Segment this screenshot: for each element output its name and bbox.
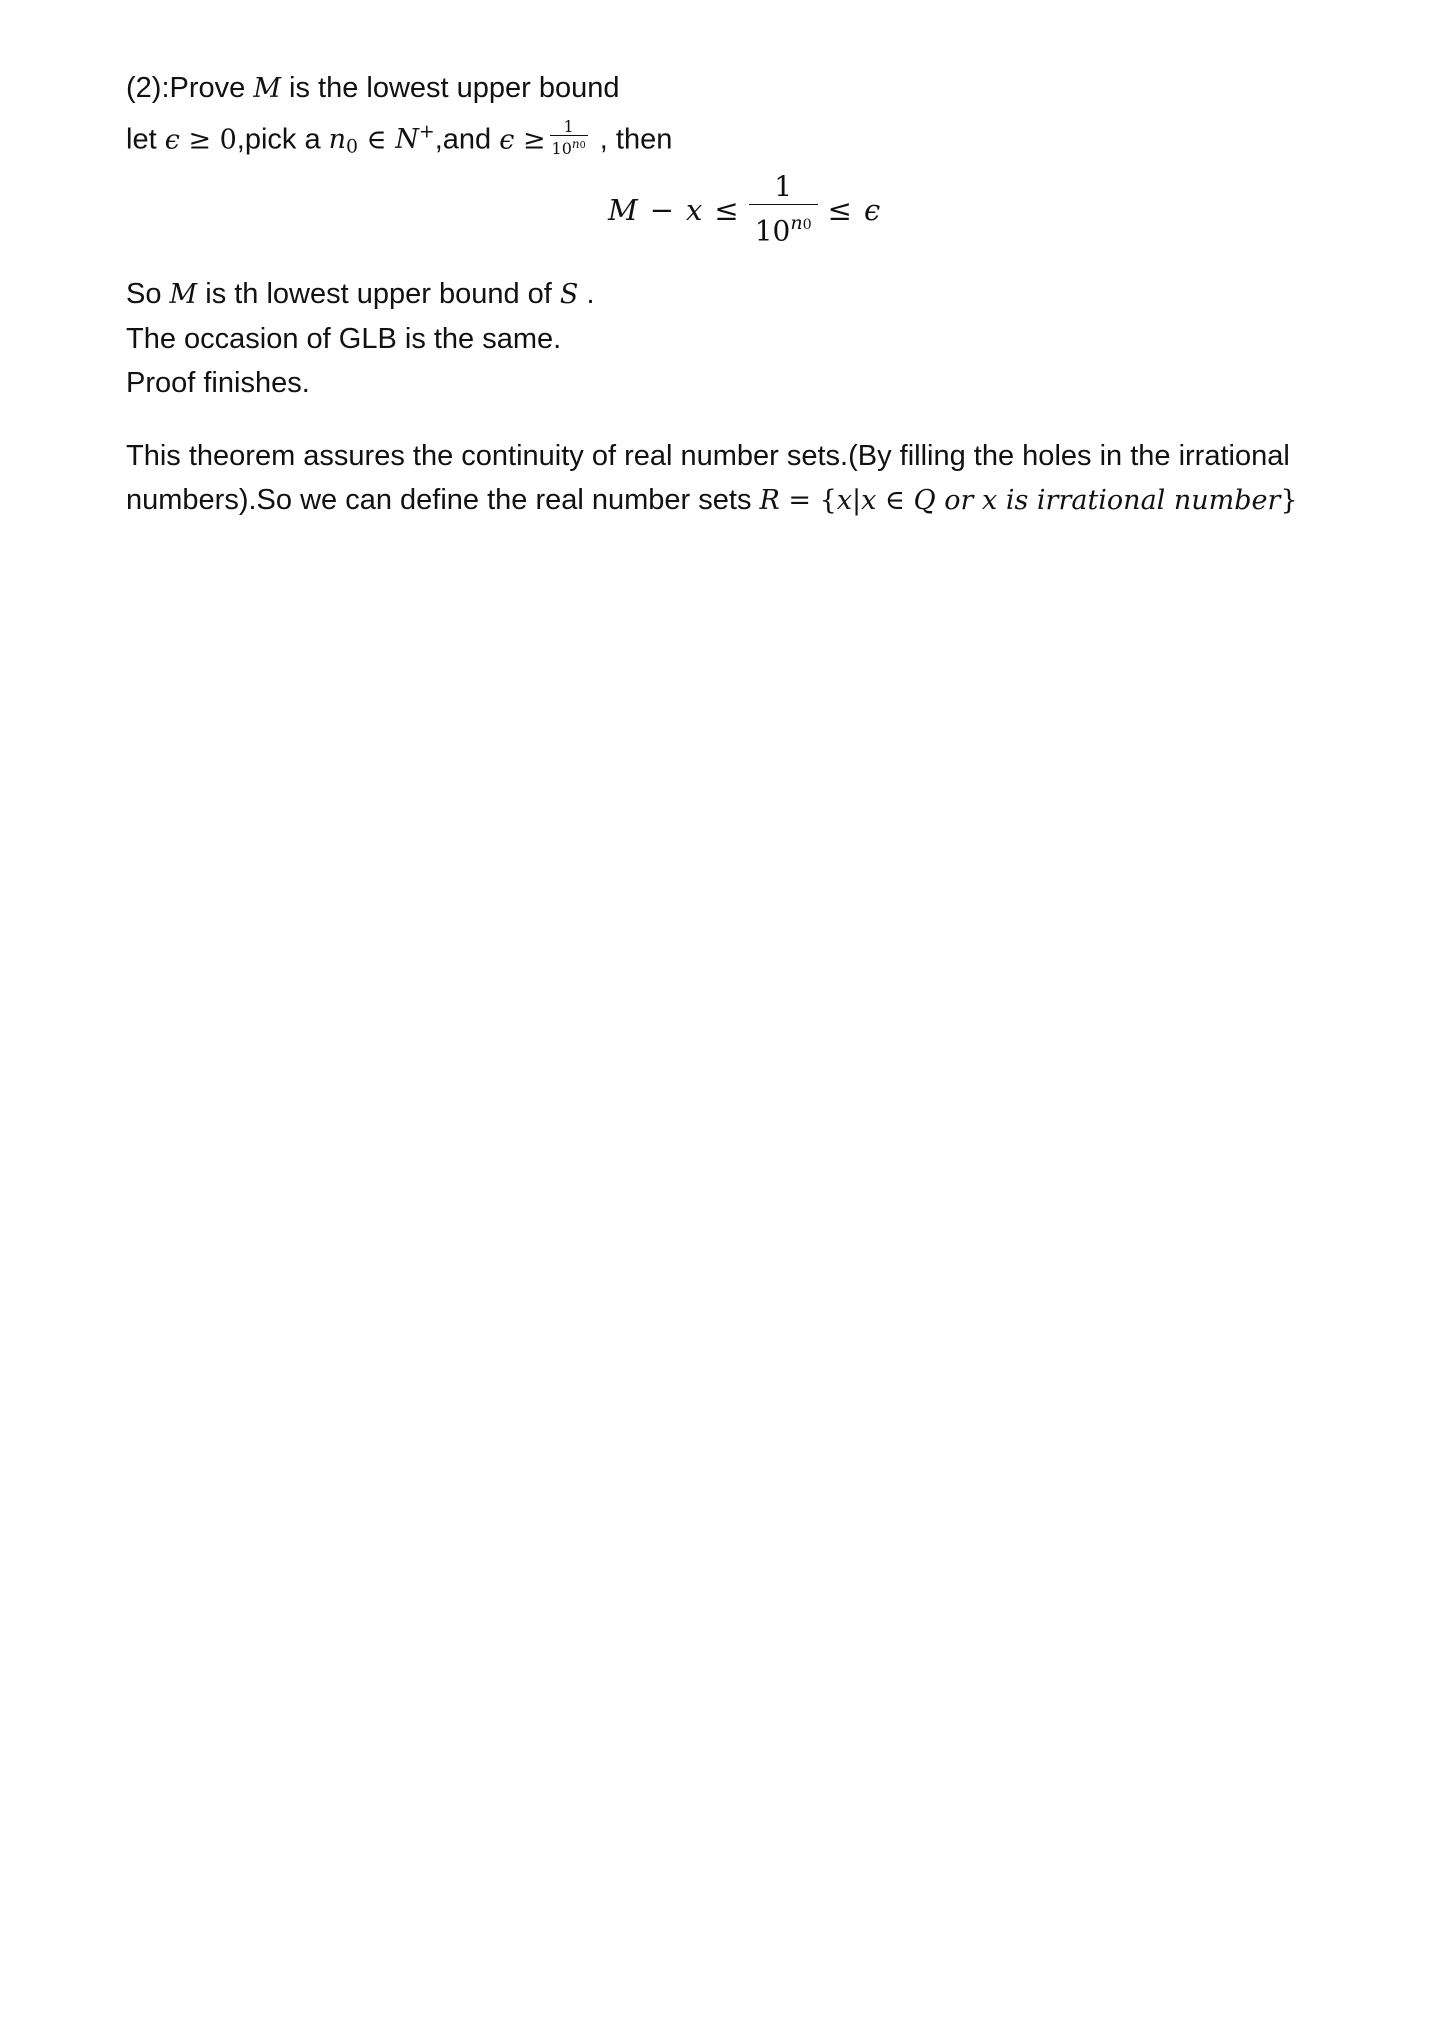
set-var-x: x: [836, 485, 853, 516]
set-var-x-2: x: [861, 485, 877, 516]
display-fraction-numerator: 1: [774, 170, 793, 203]
eq-minus: −: [649, 192, 675, 227]
epsilon-symbol: ϵ: [164, 124, 180, 156]
theorem-line-1: This theorem assures the continuity of real number sets.(By filling the holes in the irrational: [126, 440, 1290, 472]
and-text: ,and: [434, 123, 500, 156]
set-N: N+: [395, 121, 435, 156]
n0-symbol: $n_0$: [328, 124, 359, 159]
section-title-prefix: (2):Prove: [126, 72, 254, 104]
pick-text: ,pick a: [236, 123, 329, 156]
eq-epsilon: ϵ: [863, 192, 881, 227]
eq-leq-2: ≤: [827, 192, 852, 227]
so-var-M: M: [169, 279, 198, 310]
element-of-symbol: ∈: [358, 124, 396, 156]
set-bar: |: [852, 485, 862, 516]
so-var-S: S: [559, 279, 579, 310]
display-fraction-denominator: $10^{n0}$: [754, 212, 812, 248]
then-text: , then: [591, 123, 673, 156]
eq-M: M: [608, 192, 638, 227]
so-line: [126, 276, 595, 313]
geq-symbol: ≥: [514, 124, 546, 156]
so-end-text: .: [578, 278, 595, 310]
section-title: [126, 70, 620, 107]
inline-fraction: [550, 118, 588, 157]
geq-zero: ≥ 0: [179, 124, 237, 156]
set-R: R: [759, 485, 780, 516]
proof-line: Proof finishes.: [126, 367, 310, 399]
eq-open-brace: = {: [779, 485, 837, 516]
glb-line: The occasion of GLB is the same.: [126, 323, 562, 355]
var-M: M: [253, 73, 281, 104]
set-Q: Q: [913, 485, 936, 516]
so-middle-text: is th lowest upper bound of: [197, 278, 560, 310]
so-text: So: [126, 278, 170, 310]
eq-x: x: [686, 192, 703, 227]
set-close-brace: }: [1280, 485, 1298, 516]
eq-leq-1: ≤: [714, 192, 739, 227]
set-element-of: ∈: [876, 485, 914, 516]
let-line: [126, 114, 672, 165]
display-equation: [608, 170, 880, 249]
inline-fraction-denominator: $10^{n0}$: [551, 137, 586, 159]
display-fraction: [749, 170, 818, 249]
section-title-suffix: is the lowest upper bound: [280, 72, 620, 104]
theorem-line-2: [126, 482, 1298, 519]
inline-fraction-numerator: 1: [550, 118, 588, 136]
let-text: let: [126, 123, 165, 156]
define-text: numbers).So we can define the real number sets: [126, 484, 760, 516]
set-condition-text: or x is irrational number: [935, 485, 1281, 516]
epsilon-symbol-2: ϵ: [499, 124, 515, 156]
